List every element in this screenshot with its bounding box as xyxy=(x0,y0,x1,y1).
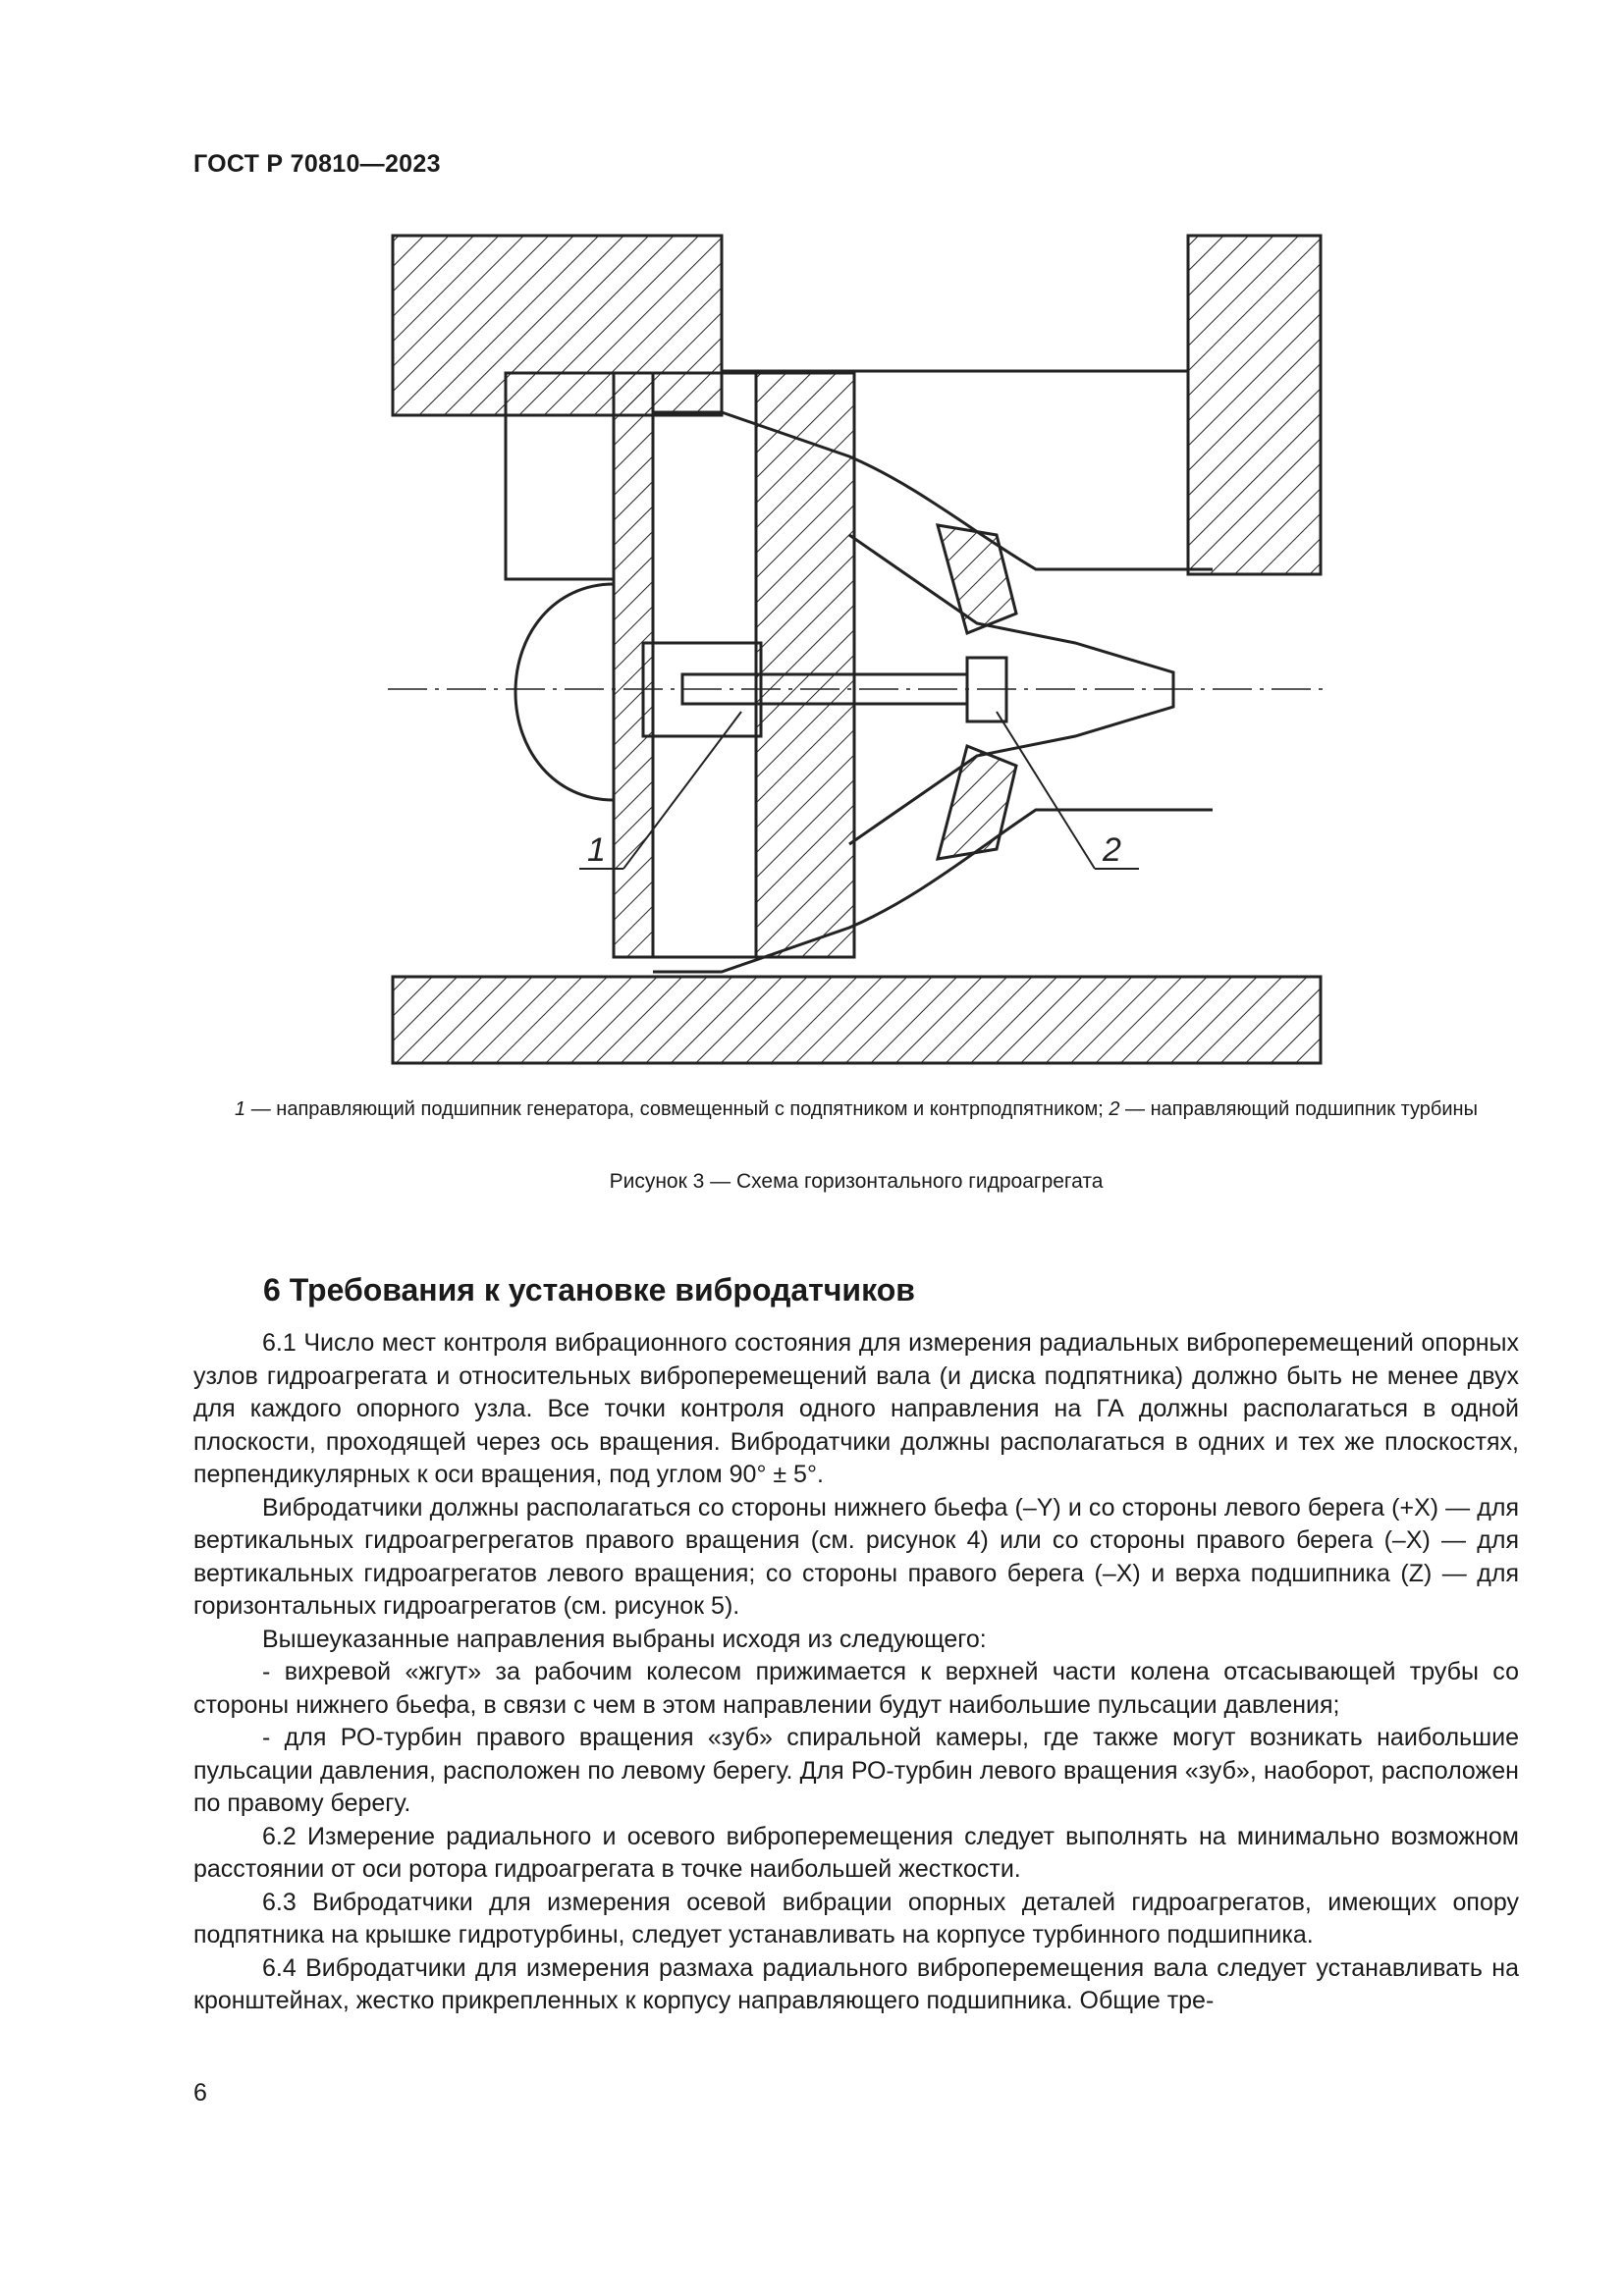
callout-2: 2 xyxy=(1103,831,1121,869)
runner-blade-top xyxy=(938,525,1016,633)
section-title: 6 Требования к установке вибродатчиков xyxy=(263,1272,915,1308)
wall-top-right xyxy=(1188,236,1321,574)
document-header: ГОСТ Р 70810—2023 xyxy=(193,150,441,178)
figure-legend xyxy=(193,1094,1519,1125)
paragraph: 6.1 Число мест контроля вибрационного состояния для измерения радиальных виброперемещений опорных узлов гидроагрегата и относительных виброперемещений вала (и диска подпятника) должно быть не менее двух для каждого опорного узла. Все точки контроля одного направления на ГА должны располагаться в одной плоскости, проходящей через ось вращения. Вибродатчики должны располагаться в одних и тех же плоскостях, перпендикулярных к оси вращения, под углом 90° ± 5°. xyxy=(193,1329,1519,1488)
generator-bulb xyxy=(515,584,614,800)
paragraph: - вихревой «жгут» за рабочим колесом прижимается к верхней части колена отсасывающей трубы со стороны нижнего бьефа, в связи с чем в этом направлении будут наибольшие пульсации давления; xyxy=(193,1658,1519,1719)
paragraph: Вышеуказанные направления выбраны исходя из следующего: xyxy=(262,1625,987,1653)
turbine-unit-diagram xyxy=(388,221,1326,1075)
figure-caption: Рисунок 3 — Схема горизонтального гидроагрегата xyxy=(609,1170,1104,1193)
paragraph: - для РО-турбин правого вращения «зуб» спиральной камеры, где также могут возникать наибольшие пульсации давления, расположен по левому берегу. Для РО-турбин левого вращения «зуб», наоборот, расположен по правому берегу. xyxy=(193,1724,1519,1817)
legend-num-1: 1 xyxy=(235,1098,246,1120)
legend-text-2: — направляющий подшипник турбины xyxy=(1119,1098,1478,1120)
wall-top-left xyxy=(393,236,722,415)
wall-bottom xyxy=(393,977,1321,1063)
runner-blade-bottom xyxy=(938,746,1016,859)
generator-column-right xyxy=(756,373,854,957)
paragraph: Вибродатчики должны располагаться со стороны нижнего бьефа (–Y) и со стороны левого берега (+X) — для вертикальных гидроагрегрегатов правого вращения (см. рисунок 4) или со стороны правого берега (–X) — для вертикальных гидроагрегатов левого вращения; со стороны правого берега (–X) и верха подшипника (Z) — для горизонтальных гидроагрегатов (см. рисунок 5). xyxy=(193,1493,1519,1620)
legend-num-2: 2 xyxy=(1109,1098,1120,1120)
section-body xyxy=(193,1327,1519,2018)
draft-tube-top xyxy=(653,412,1213,569)
draft-tube-bottom xyxy=(653,810,1213,972)
page-number: 6 xyxy=(193,2079,207,2107)
paragraph: 6.2 Измерение радиального и осевого виброперемещения следует выполнять на минимально возможном расстоянии от оси ротора гидроагрегата в точке наибольшей жесткости. xyxy=(193,1822,1519,1883)
paragraph: 6.4 Вибродатчики для измерения размаха радиального виброперемещения вала следует устанавливать на кронштейнах, жестко прикрепленных к корпусу направляющего подшипника. Общие тре- xyxy=(193,1953,1519,2014)
legend-text-1: — направляющий подшипник генератора, совмещенный с подпятником и контрподпятником; xyxy=(245,1098,1110,1120)
paragraph: 6.3 Вибродатчики для измерения осевой вибрации опорных деталей гидроагрегатов, имеющих опору подпятника на крышке гидротурбины, следует устанавливать на корпусе турбинного подшипника. xyxy=(193,1888,1519,1949)
callout-1: 1 xyxy=(587,831,606,869)
